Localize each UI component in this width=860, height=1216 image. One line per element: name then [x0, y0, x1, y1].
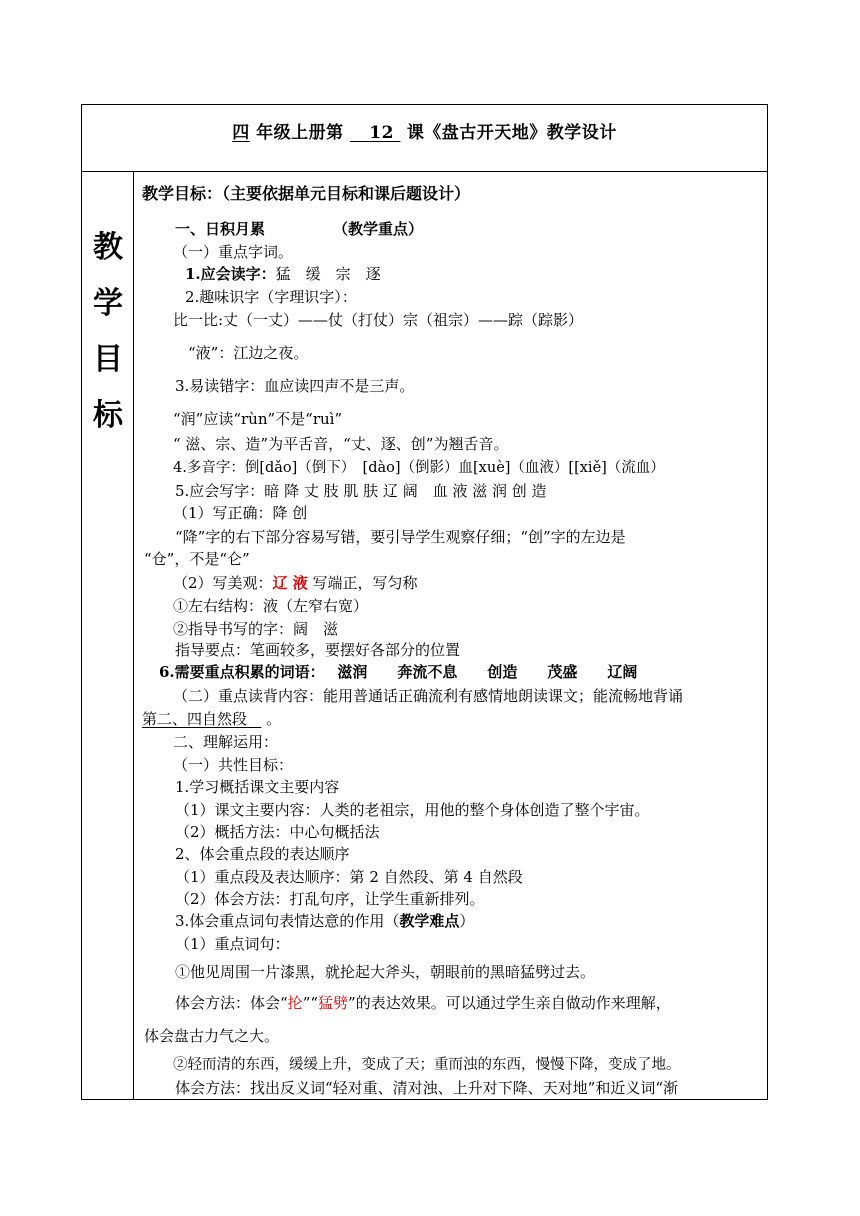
side-label-char: 目 [93, 342, 123, 377]
text-line: ②轻而清的东西，缓缓上升，变成了天；重而浊的东西，慢慢下降，变成了地。 [173, 1057, 681, 1073]
text-line: 体会方法：找出反义词“轻对重、清对浊、上升对下降、天对地”和近义词“渐 [175, 1079, 679, 1097]
write-beautiful-desc: 写端正，写匀称 [307, 574, 418, 592]
text-line: 3.易读错字：血应读四声不是三声。 [175, 377, 415, 395]
key-point-tag: （教学重点） [333, 220, 424, 238]
highlighted-word: 抡 [287, 994, 303, 1012]
read-chars-label: 1.应会读字： [185, 265, 276, 283]
vocabulary-line: 6.需要重点积累的词语： 滋润 奔流不息 创造 茂盛 辽阔 [159, 663, 638, 681]
lesson-number: 12 [369, 123, 394, 143]
highlighted-chars: 辽 液 [272, 574, 308, 592]
closing-paren: ） [459, 912, 475, 930]
text-line: 5.应会写字：暗 降 丈 肢 肌 肤 辽 阔 血 液 滋 润 创 造 [175, 482, 547, 500]
text-line: （二）重点读背内容：能用普通话正确流利有感情地朗读课文；能流畅地背诵 [173, 687, 684, 705]
side-label-char: 标 [93, 398, 123, 433]
difficulty-line-text: 3.体会重点词句表情达意的作用（ [175, 912, 400, 930]
text-line: （1）课文主要内容：人类的老祖宗，用他的整个身体创造了整个宇宙。 [175, 801, 650, 819]
period: 。 [266, 710, 282, 728]
write-beautiful-label: （2）写美观： [173, 574, 273, 592]
method-text: ”的表达效果。可以通过学生亲自做动作来理解， [348, 994, 671, 1012]
quote-marks: ”“ [302, 994, 319, 1012]
title-part1: 年级上册第 [256, 123, 344, 143]
text-line: 二、理解运用： [173, 733, 279, 751]
text-line: （1）重点词句： [175, 935, 290, 953]
read-chars: 猛 缓 宗 逐 [275, 265, 381, 283]
subheading-text: 一、日积月累 [175, 220, 266, 238]
grade-field: 四 [232, 123, 250, 143]
title-part2: 课《盘古开天地》教学设计 [406, 123, 617, 143]
subheading-accumulation [175, 219, 423, 239]
text-line: （1）重点段及表达顺序：第 2 自然段、第 4 自然段 [175, 868, 523, 886]
highlighted-word: 猛劈 [318, 994, 349, 1012]
text-line: 体会盘古力气之大。 [144, 1027, 280, 1045]
text-line: “ 滋、宗、造”为平舌音，“丈、逐、创”为翘舌音。 [173, 435, 509, 453]
text-line [142, 709, 281, 729]
text-line: （一）共性目标： [173, 756, 294, 774]
text-line: “降”字的右下部分容易写错，要引导学生观察仔细；“创”字的左边是 [175, 528, 626, 546]
text-line: （一）重点字词。 [173, 243, 294, 261]
text-line [185, 264, 381, 284]
text-line: ①他见周围一片漆黑，就抡起大斧头，朝眼前的黑暗猛劈过去。 [175, 963, 596, 981]
text-line: （1）写正确：降 创 [173, 504, 308, 522]
text-line: 2.趣味识字（字理识字）： [185, 288, 357, 306]
text-line: （2）体会方法：打乱句序，让学生重新排列。 [175, 890, 485, 908]
text-line [175, 993, 671, 1013]
text-line [175, 911, 474, 931]
side-label-char: 教 [93, 230, 123, 265]
text-line: 4.多音字：倒[dǎo]（倒下） [dào]（倒影）血[xuè]（血液）[[xiě]（流血） [173, 460, 665, 476]
difficulty-tag: 教学难点 [399, 912, 460, 930]
text-line: （2）概括方法：中心句概括法 [175, 823, 380, 841]
side-label-char: 学 [93, 286, 123, 321]
method-text: 体会方法：体会“ [175, 994, 288, 1012]
text-line: ②指导书写的字：阔 滋 [173, 620, 339, 638]
text-line [173, 573, 418, 593]
text-line: 1.学习概括课文主要内容 [175, 778, 340, 796]
text-line: 比一比:丈（一丈）——仗（打仗）宗（祖宗）——踪（踪影） [173, 311, 584, 329]
text-line: “仓”，不是“仑” [144, 550, 250, 568]
text-line: 2、体会重点段的表达顺序 [175, 845, 350, 863]
text-line: “润”应读“rùn”不是“ruì” [173, 410, 343, 428]
text-line: “液”：江边之夜。 [188, 344, 309, 362]
section-heading: 教学目标：（主要依据单元目标和课后题设计） [142, 184, 471, 203]
text-line: 指导要点：笔画较多，要摆好各部分的位置 [175, 641, 461, 659]
recite-paragraphs: 第二、四自然段 [142, 710, 248, 728]
text-line: ①左右结构：液（左窄右宽） [173, 597, 369, 615]
